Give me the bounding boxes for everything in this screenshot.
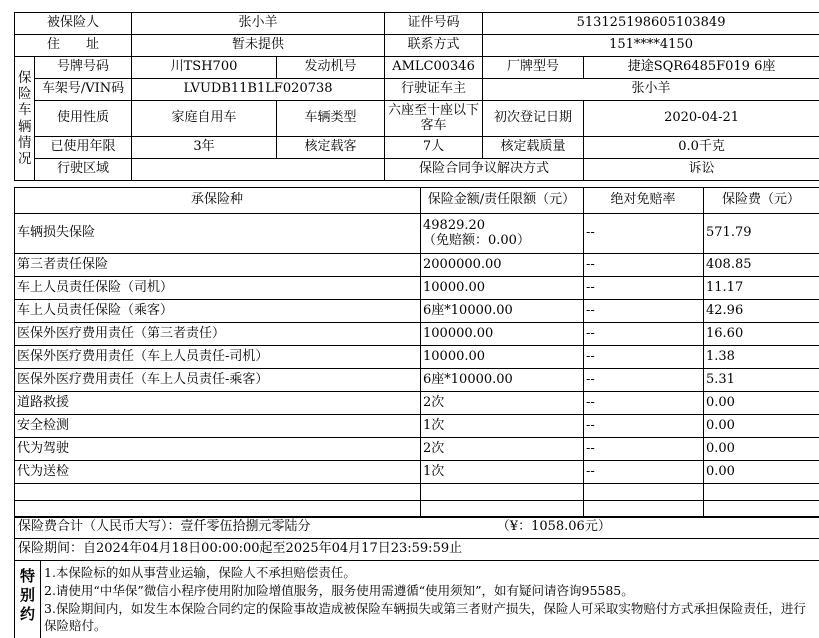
id-label: 证件号码 [385,13,483,35]
coverage-name: 医保外医疗费用责任（车上人员责任-司机） [15,346,421,369]
seats-value: 7人 [385,137,483,159]
engine-value: AMLC00346 [385,57,483,79]
table-row [15,461,819,484]
type-label: 车辆类型 [277,101,385,137]
vin-label: 车架号/VIN码 [35,79,132,101]
coverage-premium: 5.31 [704,369,819,392]
coverage-name: 代为驾驶 [15,438,421,461]
premium-total-text: 保险费合计（人民币大写）：壹仟零伍拾捌元零陆分 [18,519,311,535]
coverage-name: 车上人员责任保险（司机） [15,277,421,300]
coverage-deductible: -- [584,369,704,392]
coverage-premium: 0.00 [704,461,819,484]
plate-label: 号牌号码 [35,57,132,79]
coverage-premium: 0.00 [704,415,819,438]
insured-label: 被保险人 [15,13,132,35]
coverage-table [14,187,819,518]
owner-value: 张小羊 [483,79,819,101]
vehicle-section-label: 保 险 车 辆 情 况 [15,57,35,181]
usage-value: 家庭自用车 [132,101,277,137]
table-row [15,300,819,323]
insured-value: 张小羊 [132,13,385,35]
coverage-premium: 571.79 [704,214,819,254]
table-row [15,214,819,254]
coverage-deductible: -- [584,438,704,461]
table-row [15,254,819,277]
usage-label: 使用性质 [35,101,132,137]
coverage-header-premium: 保险费（元） [704,188,819,214]
plate-value: 川TSH700 [132,57,277,79]
coverage-name: 第三者责任保险 [15,254,421,277]
model-value: 捷途SQR6485F019 6座 [584,57,819,79]
coverage-amount: 6座*10000.00 [421,369,584,392]
totals-table [14,516,819,638]
coverage-premium: 11.17 [704,277,819,300]
table-row [15,277,819,300]
coverage-premium: 408.85 [704,254,819,277]
table-row-empty [15,501,819,518]
coverage-name: 医保外医疗费用责任（车上人员责任-乘客） [15,369,421,392]
model-label: 厂牌型号 [483,57,584,79]
coverage-deductible: -- [584,323,704,346]
coverage-name: 道路救援 [15,392,421,415]
coverage-name: 车上人员责任保险（乘客） [15,300,421,323]
dispute-value: 诉讼 [584,159,819,181]
coverage-name: 安全检测 [15,415,421,438]
id-value: 513125198605103849 [483,13,819,35]
table-row [15,438,819,461]
coverage-deductible: -- [584,254,704,277]
mass-label: 核定载质量 [483,137,584,159]
engine-label: 发动机号 [277,57,385,79]
owner-label: 行驶证车主 [385,79,483,101]
table-row [15,346,819,369]
coverage-header-deductible: 绝对免赔率 [584,188,704,214]
coverage-amount: 2000000.00 [421,254,584,277]
coverage-amount: 10000.00 [421,277,584,300]
insurance-period: 保险期间：自2024年04月18日00:00:00起至2025年04月17日23:59:59止 [15,539,819,561]
table-row [15,369,819,392]
seats-label: 核定载客 [277,137,385,159]
coverage-amount: 10000.00 [421,346,584,369]
coverage-premium: 16.60 [704,323,819,346]
coverage-amount-note: （免赔额：0.00） [423,232,530,248]
coverage-deductible: -- [584,277,704,300]
coverage-header-type: 承保险种 [15,188,421,214]
coverage-amount: 2次 [421,392,584,415]
table-row [15,392,819,415]
coverage-amount-value: 49829.20 [423,217,486,233]
special-term-3: 3.保险期间内，如发生本保险合同约定的保险事故造成被保险车辆损失或第三者财产损失，保险人可采取实物赔付方式承担保险责任，进行保险赔付。 [44,600,806,634]
coverage-header-amount: 保险金额/责任限额（元） [421,188,584,214]
table-row [15,415,819,438]
premium-total-cell [15,517,819,539]
coverage-deductible: -- [584,392,704,415]
address-value: 暂未提供 [132,35,385,57]
vehicle-info-table [14,12,819,181]
coverage-amount: 2次 [421,438,584,461]
premium-total-amount: （¥：1058.06元） [496,519,611,535]
coverage-premium: 0.00 [704,392,819,415]
coverage-deductible: -- [584,300,704,323]
special-term-1: 1.本保险标的如从事营业运输，保险人不承担赔偿责任。 [44,565,356,580]
coverage-amount: 100000.00 [421,323,584,346]
coverage-deductible: -- [584,461,704,484]
reg-date-value: 2020-04-21 [584,101,819,137]
years-value: 3年 [132,137,277,159]
coverage-amount: 6座*10000.00 [421,300,584,323]
region-value [132,159,385,181]
contact-label: 联系方式 [385,35,483,57]
table-row-empty [15,484,819,501]
mass-value: 0.0千克 [584,137,819,159]
coverage-premium: 0.00 [704,438,819,461]
dispute-label: 保险合同争议解决方式 [385,159,584,181]
region-label: 行驶区域 [35,159,132,181]
coverage-amount [421,214,584,254]
coverage-premium: 42.96 [704,300,819,323]
type-value: 六座至十座以下客车 [385,101,483,137]
special-term-2: 2.请使用“中华保”微信小程序使用附加险增值服务，服务使用需遵循“使用须知”，如有疑问请咨询95585。 [44,582,634,598]
address-label: 住 址 [15,35,132,57]
coverage-amount: 1次 [421,415,584,438]
coverage-deductible: -- [584,346,704,369]
table-row [15,323,819,346]
coverage-premium: 1.38 [704,346,819,369]
contact-value: 151****4150 [483,35,819,57]
coverage-name: 车辆损失保险 [15,214,421,254]
coverage-name: 医保外医疗费用责任（第三者责任） [15,323,421,346]
years-label: 已使用年限 [35,137,132,159]
vin-value: LVUDB11B1LF020738 [132,79,385,101]
special-terms-label: 特 别 约 [15,561,41,638]
special-terms [41,561,819,638]
coverage-amount: 1次 [421,461,584,484]
coverage-deductible: -- [584,415,704,438]
coverage-deductible: -- [584,214,704,254]
reg-date-label: 初次登记日期 [483,101,584,137]
coverage-name: 代为送检 [15,461,421,484]
